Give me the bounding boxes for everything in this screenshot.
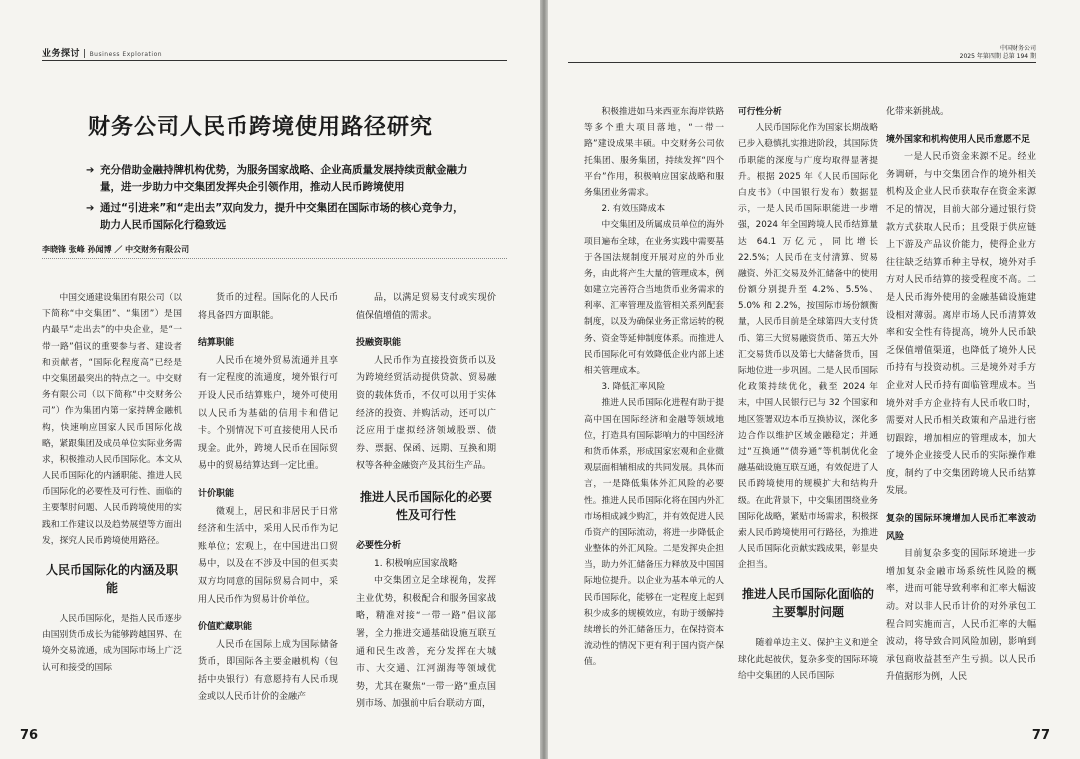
paragraph: 中交集团立足全球视角，发挥主业优势，积极配合和服务国家战略，精准对接“一带一路”倡议部署，全力推进交通基础设施互联互通和民生改善，充分发挥在大城市、大交通、江河湖海等领域优势，尤其在聚焦“一带一路”重点国别市场、加强前中后台联动方面，	[356, 576, 496, 710]
header-rule	[42, 60, 507, 61]
section-name: 业务探讨	[42, 49, 81, 59]
article-title: 财务公司人民币跨境使用路径研究	[88, 115, 434, 140]
subheading: 投融资职能	[356, 338, 402, 349]
section-heading: 推进人民币国际化面临的主要掣肘问题	[741, 587, 874, 620]
running-header	[960, 45, 1036, 61]
paragraph: 中交集团及所属成员单位的海外项目遍布全球，在业务实践中需要基于各国法规制度开展对应的外币业务，由此将产生大量的管理成本，例如建立完善符合当地货币业务需求的利率、汇率管理及监管相关系列配套制度，以及为确保业务正常运转的税务、资金等延伸制度体系。而推进人民币国际化可有效降低企业内部上述相关管理成本。	[584, 220, 724, 376]
subheading: 可行性分析	[738, 107, 782, 117]
paragraph: 货币的过程。国际化的人民币将具备四方面职能。	[198, 293, 338, 321]
paragraph: 推进人民币国际化进程有助于提高中国在国际经济和金融等领域地位，打造具有国际影响力的中国经济和货币体系，形成国家宏观和企业微观层面相辅相成的共同发展。具体而言，一是降低集体外汇风险的必要性。推进人民币国际化将在国内外汇市场相成减少购汇，并有效促进人民币资产的国际流动，将进一步降低企业整体的外汇风险。二是发挥央企担当，助力外汇储备压力释放及中国国际地位提升。以企业为基本单元的人民币国际化，能够在一定程度上起到积少成多的规模效应，有助于缓解持续增长的外汇储备压力，在保持资本流动性的情况下更有利于国内资产保值。	[584, 398, 724, 668]
subheading: 结算职能	[198, 338, 235, 349]
subheading: 必要性分析	[356, 540, 402, 551]
text-column-3	[356, 290, 496, 714]
intro-text: 通过“引进来”和“走出去”双向发力，提升中交集团在国际市场的核心竞争力，助力人民币国际化行稳致远	[100, 202, 464, 231]
section-heading: 人民币国际化的内涵及职能	[45, 563, 178, 595]
paragraph: 品，以满足贸易支付或实现价值保值增值的需求。	[356, 293, 496, 321]
arrow-icon: ➔	[86, 165, 95, 176]
paragraph: 人民币作为直接投资货币以及为跨境经贸活动提供贷款、贸易融资的载体货币，不仅可以用于实体经济的投资、并购活动，还可以广泛应用于虚拟经济领域股票、债券、票据、保函、远期、互换和期权等各种金融资产及其衍生产品。	[356, 355, 496, 472]
right-page	[548, 0, 1080, 759]
paragraph: 中国交通建设集团有限公司（以下简称“中交集团”、“集团”）是国内最早“走出去”的中央企业，是“一带一路”倡议的重要参与者、建设者和贡献者，“国际化程度高”已经是中交集团最突出的特点之一。中交财务有限公司（以下简称“中交财务公司”）作为集团内第一家持牌金融机构，快速响应国家人民币国际化战略，紧跟集团及成员单位实际业务需求，积极推动人民币国际化。本文从人民币国际化的内涵职能、推进人民币国际化的必要性及可行性、面临的主要掣肘问题、人民币跨境使用的实践和工作建议以及趋势展望等方面出发，探究人民币跨境使用路径。	[42, 293, 182, 546]
intro-text: 充分借助金融持牌机构优势，为服务国家战略、企业高质量发展持续贡献金融力量，进一步助力中交集团发挥央企引领作用，推动人民币跨境使用	[100, 164, 468, 193]
intro-point	[86, 162, 471, 196]
article-authors: 李晓锋 张峰 孙闻博 ／ 中交财务有限公司	[42, 245, 190, 254]
paragraph: 随着单边主义、保护主义和逆全球化此起彼伏，复杂多变的国际环境给中交集团的人民币国际	[738, 638, 878, 681]
paragraph: 人民币国际化作为国家长期战略已步入稳慎扎实推进阶段，其国际货币职能的深度与广度均取得显著提升。根据 2025 年《人民币国际化白皮书》（中国银行发布）数据显示，一是人民币国际职能进一步增强，2024 年全国跨境人民币结算量达 64.1 万亿元，同比增长 22.5%；人民币在支付清算、贸易融资、外汇交易及外汇储备中的使用份额分别提升至 4.2%、5.5%、5.0% 和 2.2%，按国际市场份额衡量，人民币目前是全球第四大支付货币、第三大贸易融资货币、第五大外汇交易货币以及第七大储备货币，国际地位进一步巩固。二是人民币国际化政策持续优化，截至 2024 年末，中国人民银行已与 32 个国家和地区签署双边本币互换协议，深化多边合作以维护区域金融稳定；并通过“互换通”“债券通”等机制优化金融基础设施互联互通，有效促进了人民币跨境使用的规模扩大和结构升级。在此背景下，中交集团围绕业务国际化战略，紧贴市场需求，积极探索人民币跨境使用可行路径，为推进人民币国际化贡献实践成果，彰显央企担当。	[738, 123, 878, 571]
issue-info: 2025 年第四期 总第 194 期	[959, 53, 1036, 60]
text-column-1	[584, 104, 724, 671]
paragraph: 化带来新挑战。	[886, 107, 950, 117]
paragraph: 微观上，居民和非居民于日常经济和生活中，采用人民币作为记账单位；宏观上，在中国进出口贸易中，以及在不涉及中国的但买卖双方均同意的国际贸易合同中，采用人民币作为贸易计价单位。	[198, 506, 338, 605]
header-rule	[568, 62, 1036, 63]
paragraph: 目前复杂多变的国际环境进一步增加复杂金融市场系统性风险的概率，进而可能导致利率和汇率大幅波动。对以非人民币计价的对外承包工程合同实施而言，人民币汇率的大幅波动，将导致合同风险加剧，影响到承包商收益甚至产生亏损。以人民币升值据形为例，人民	[886, 549, 1036, 683]
text-column-2	[198, 290, 338, 707]
subheading: 境外国家和机构使用人民币意愿不足	[886, 134, 1031, 145]
paragraph: 积极推进如马来西亚东海岸铁路等多个重大项目落地，“一带一路”建设成果丰硕。中交财务公司依托集团、服务集团，持续发挥“四个平台”作用，积极响应国家战略和服务集团业务需求。	[584, 107, 724, 198]
header-separator: |	[83, 49, 87, 59]
subheading: 价值贮藏职能	[198, 622, 253, 633]
text-column-2	[738, 104, 878, 684]
authors-rule	[42, 258, 507, 259]
paragraph: 一是人民币资金来源不足。经业务调研，与中交集团合作的境外相关机构及企业人民币获取存在资金来源不足的情况，目前大部分通过银行贷款方式获取人民币；且受限于供应链上下游及产品议价能力，使得企业方往往缺乏结算币种主导权，境外对手方对人民币结算的接受程度不高。二是人民币海外使用的金融基础设施建设相对薄弱。离岸市场人民币清算效率和安全性有待提高，境外人民币缺乏保值增值渠道，也降低了境外人民币持有与投资动机。三是境外对手方企业对人民币持有面临管理成本。当境外对手方企业持有人民币收口时，需要对人民币相关政策和产品进行密切跟踪，增加相应的管理成本，加大了境外企业接受人民币的实际操作难度，制约了中交集团跨境人民币结算发展。	[886, 152, 1036, 497]
paragraph: 人民币国际化，是指人民币逐步由国别货币成长为能够跨越国界、在境外交易流通，成为国际市场上广泛认可和接受的国际	[42, 614, 182, 673]
text-column-1	[42, 290, 182, 676]
paragraph: 人民币在国际上成为国际储备货币，即国际各主要金融机构（包括中央银行）有意愿持有人民币现金或以人民币计价的金融产	[198, 639, 338, 703]
paragraph: 人民币在境外贸易流通并且享有一定程度的流通度，境外银行可开设人民币结算账户，境外可使用以人民币为基础的信用卡和借记卡。个别情况下可直接使用人民币现金。此外，跨境人民币在国际贸易中的贸易结算达到一定比重。	[198, 355, 338, 472]
subheading: 复杂的国际环境增加人民币汇率波动风险	[886, 514, 1036, 542]
article-intro	[86, 162, 471, 238]
section-name-en: Business Exploration	[89, 51, 163, 58]
numbered-point: 3. 降低汇率风险	[601, 382, 666, 393]
numbered-point: 2. 有效压降成本	[601, 204, 666, 215]
subheading: 计价职能	[198, 488, 235, 499]
text-column-3	[886, 104, 1036, 687]
numbered-point: 1. 积极响应国家战略	[374, 558, 458, 569]
publication-name: 中国财务公司	[999, 45, 1036, 52]
page-number: 76	[20, 728, 39, 743]
book-spine	[540, 0, 548, 759]
page-number: 77	[1031, 728, 1050, 743]
arrow-icon: ➔	[86, 203, 95, 214]
running-header	[42, 46, 162, 59]
intro-point	[86, 200, 471, 234]
section-heading: 推进人民币国际化的必要性及可行性	[359, 489, 492, 522]
